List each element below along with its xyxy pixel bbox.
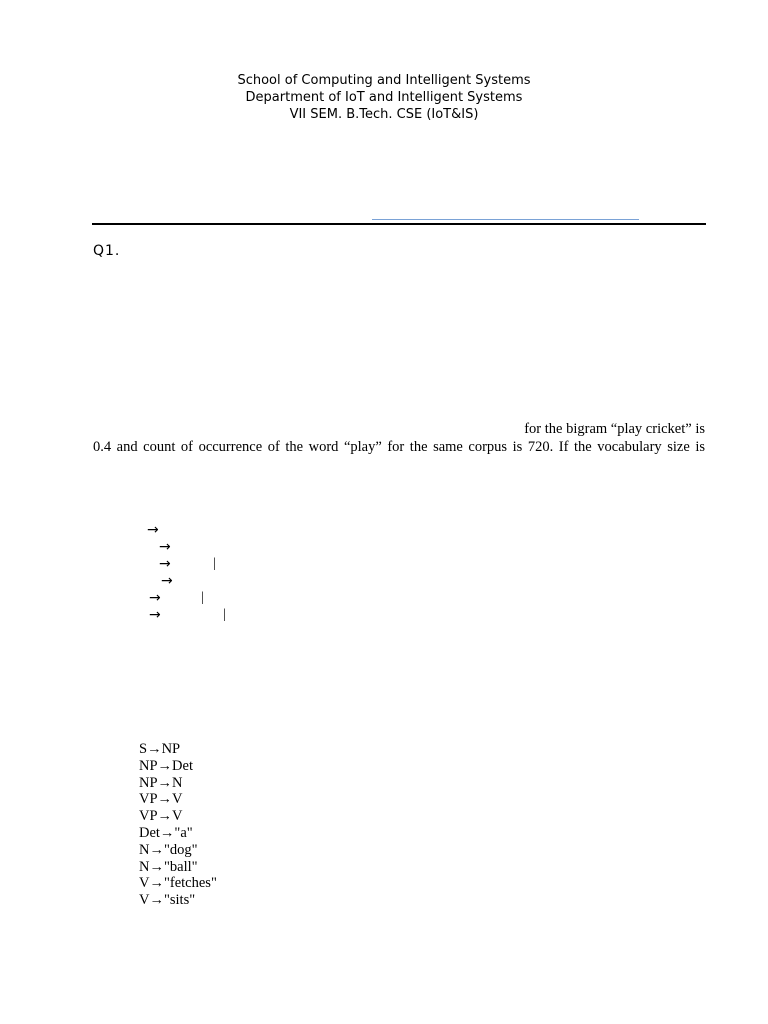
- rule-arrow-1: →: [147, 522, 159, 538]
- grammar-rule: N→"dog": [139, 841, 198, 858]
- grammar-rule: VP→V: [139, 791, 183, 808]
- question-text-line-2: 0.4 and count of occurrence of the word “play” for the same corpus is 720. If the vocabulary size is: [93, 439, 705, 455]
- department-name: Department of IoT and Intelligent Systems: [245, 90, 523, 105]
- grammar-rule: Det→"a": [139, 824, 193, 841]
- rule-arrow-5: →: [149, 590, 161, 606]
- grammar-rule: V→"sits": [139, 892, 196, 909]
- question-text-line-1: for the bigram “play cricket” is: [524, 421, 705, 437]
- question-label: Q1.: [93, 243, 121, 259]
- semester-line: VII SEM. B.Tech. CSE (IoT&IS): [289, 107, 479, 122]
- rule-arrow-6: →: [149, 607, 161, 623]
- grammar-rule: S→NP: [139, 741, 181, 757]
- rule-arrow-3: →: [159, 556, 171, 572]
- grammar-rule: NP→Det: [139, 757, 193, 774]
- rule-arrow-4: →: [161, 573, 173, 589]
- header-divider: [92, 223, 706, 225]
- rule-separator-1: |: [213, 556, 216, 571]
- grammar-rules: [139, 741, 217, 909]
- rule-separator-2: |: [201, 590, 204, 605]
- grammar-rule: NP→N: [139, 774, 183, 791]
- document-header: [0, 72, 768, 123]
- rule-arrow-2: →: [159, 539, 171, 555]
- grammar-rule: N→"ball": [139, 858, 198, 875]
- grammar-rule: VP→V: [139, 808, 183, 825]
- grammar-rule: V→"fetches": [139, 875, 217, 892]
- rule-separator-3: |: [223, 607, 226, 622]
- link-underline: [372, 219, 639, 220]
- school-name: School of Computing and Intelligent Systems: [237, 73, 531, 88]
